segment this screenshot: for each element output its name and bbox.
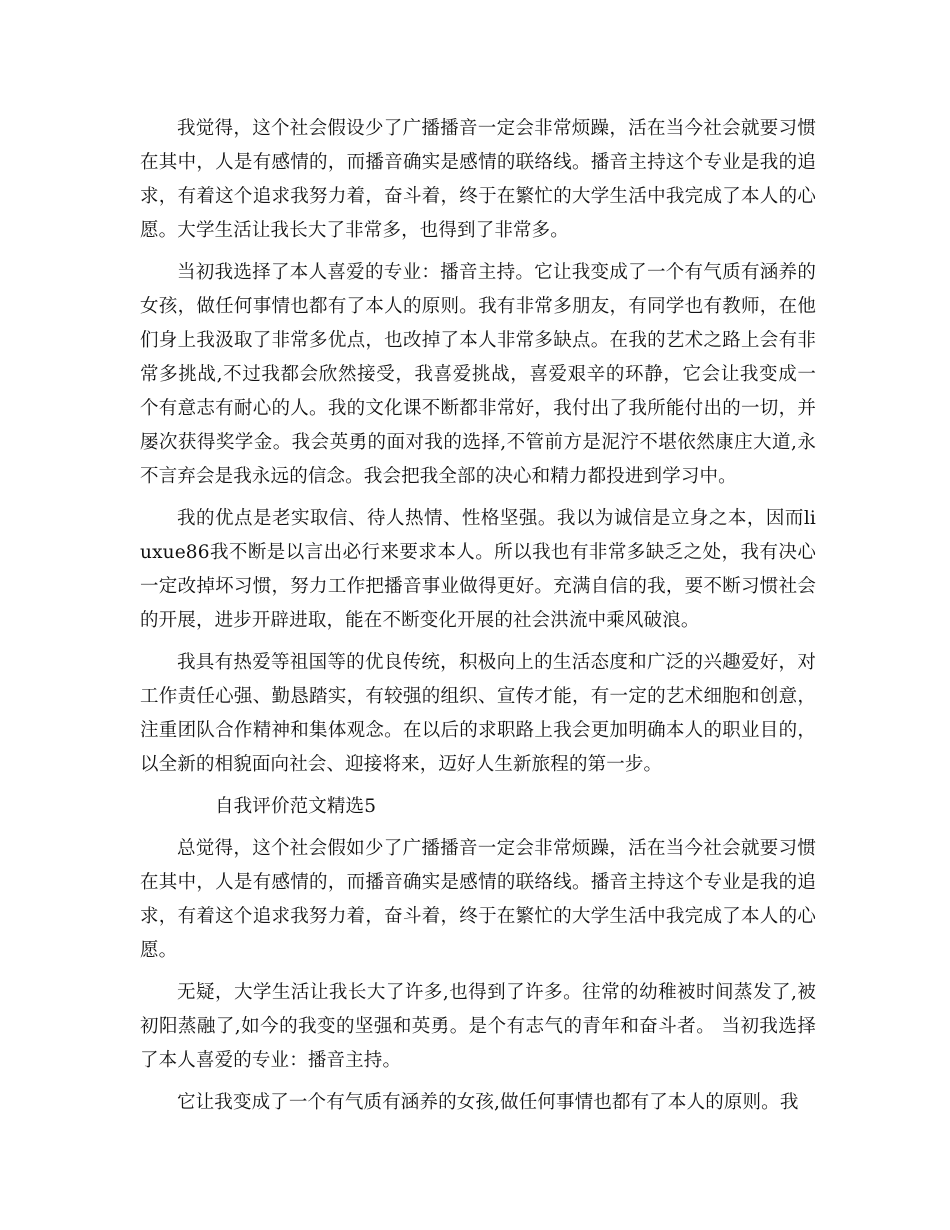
paragraph-1: 我觉得，这个社会假设少了广播播音一定会非常烦躁，活在当今社会就要习惯在其中，人是有感情的，而播音确实是感情的联络线。播音主持这个专业是我的追求，有着这个追求我努力着，奋斗着，终于在繁忙的大学生活中我完成了本人的心愿。大学生活让我长大了非常多，也得到了非常多。	[140, 118, 816, 241]
paragraph-6: 无疑，大学生活让我长大了许多,也得到了许多。往常的幼稚被时间蒸发了,被初阳蒸融了,如今的我变的坚强和英勇。是个有志气的青年和奋斗者。 当初我选择了本人喜爱的专业：播音主持。	[140, 982, 816, 1071]
paragraph-3: 我的优点是老实取信、待人热情、性格坚强。我以为诚信是立身之本，因而liuxue86我不断是以言出必行来要求本人。所以我也有非常多缺乏之处，我有决心一定改掉坏习惯，努力工作把播音事业做得更好。充满自信的我，要不断习惯社会的开展，进步开辟进取，能在不断变化开展的社会洪流中乘风破浪。	[140, 508, 816, 631]
paragraph-7: 它让我变成了一个有气质有涵养的女孩,做任何事情也都有了本人的原则。我	[177, 1092, 799, 1113]
paragraph-2: 当初我选择了本人喜爱的专业：播音主持。它让我变成了一个有气质有涵养的女孩，做任何事情也都有了本人的原则。我有非常多朋友，有同学也有教师，在他们身上我汲取了非常多优点，也改掉了本人非常多缺点。在我的艺术之路上会有非常多挑战,不过我都会欣然接受，我喜爱挑战，喜爱艰辛的环静，它会让我变成一个有意志有耐心的人。我的文化课不断都非常好，我付出了我所能付出的一切，并屡次获得奖学金。我会英勇的面对我的选择,不管前方是泥泞不堪依然康庄大道,永不言弃会是我永远的信念。我会把我全部的决心和精力都投进到学习中。	[140, 262, 816, 487]
paragraph-5: 总觉得，这个社会假如少了广播播音一定会非常烦躁，活在当今社会就要习惯在其中，人是有感情的，而播音确实是感情的联络线。播音主持这个专业是我的追求，有着这个追求我努力着，奋斗着，终于在繁忙的大学生活中我完成了本人的心愿。	[140, 838, 816, 961]
section-heading: 自我评价范文精选5	[215, 796, 377, 817]
paragraph-4: 我具有热爱等祖国等的优良传统，积极向上的生活态度和广泛的兴趣爱好，对工作责任心强、勤恳踏实，有较强的组织、宣传才能，有一定的艺术细胞和创意，注重团队合作精神和集体观念。在以后的求职路上我会更加明确本人的职业目的，以全新的相貌面向社会、迎接将来，迈好人生新旅程的第一步。	[140, 652, 816, 775]
document-body	[140, 112, 816, 1128]
